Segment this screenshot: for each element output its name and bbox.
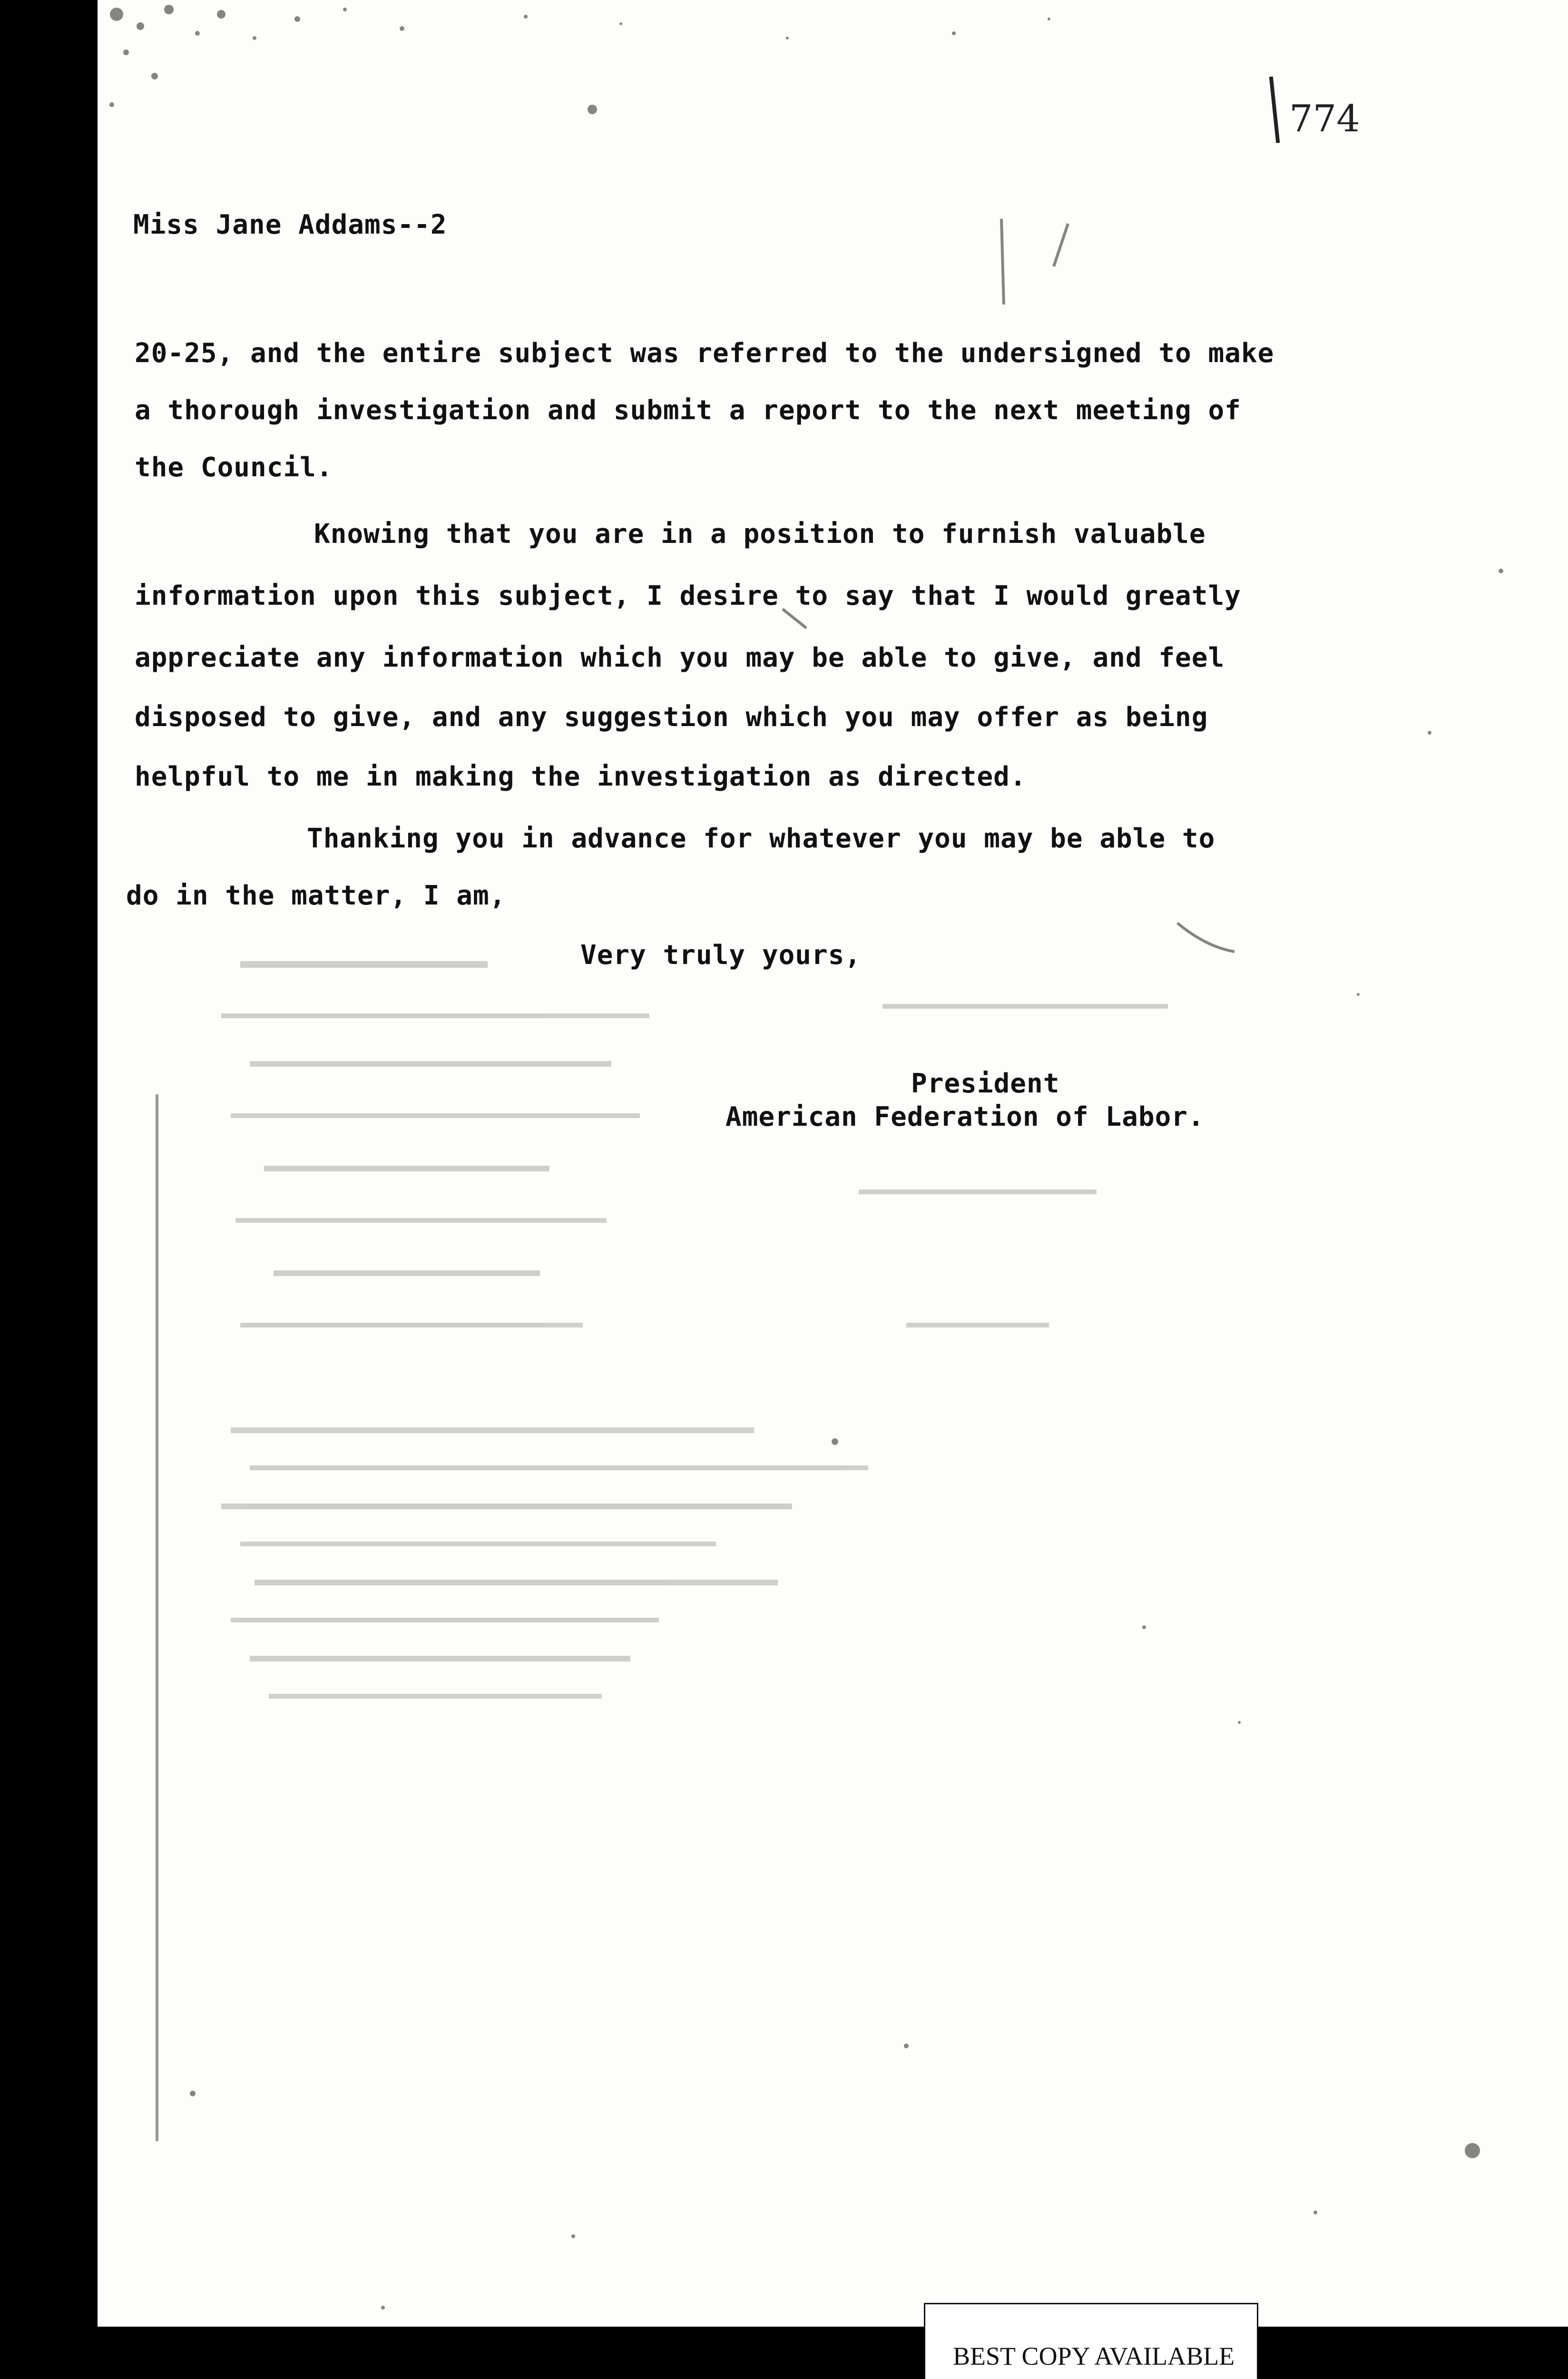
body-line-7: disposed to give, and any suggestion which you may offer as being [135, 702, 1208, 733]
body-line-5: information upon this subject, I desire to say that I would greatly [135, 580, 1241, 611]
page-number: 774 [1289, 98, 1360, 140]
best-copy-stamp [924, 2303, 1258, 2379]
best-copy-label: BEST COPY AVAILABLE [953, 2342, 1235, 2370]
body-line-3: the Council. [135, 452, 333, 483]
body-line-2: a thorough investigation and submit a report to the next meeting of [135, 395, 1241, 426]
margin-rule [156, 1094, 158, 2141]
signature-organization: American Federation of Labor. [725, 1101, 1205, 1132]
signature-title: President [911, 1068, 1060, 1099]
body-line-1: 20-25, and the entire subject was referred to the undersigned to make [135, 338, 1274, 369]
letter-heading: Miss Jane Addams--2 [133, 209, 447, 240]
body-line-8: helpful to me in making the investigation as directed. [135, 761, 1027, 792]
body-line-4: Knowing that you are in a position to furnish valuable [314, 519, 1206, 550]
body-line-9: Thanking you in advance for whatever you may be able to [307, 823, 1215, 854]
document-page [98, 0, 1568, 2327]
bleed-through-smudges [193, 942, 1239, 1799]
closing: Very truly yours, [580, 940, 862, 971]
body-line-6: appreciate any information which you may be able to give, and feel [135, 642, 1225, 673]
body-line-10: do in the matter, I am, [126, 880, 506, 911]
